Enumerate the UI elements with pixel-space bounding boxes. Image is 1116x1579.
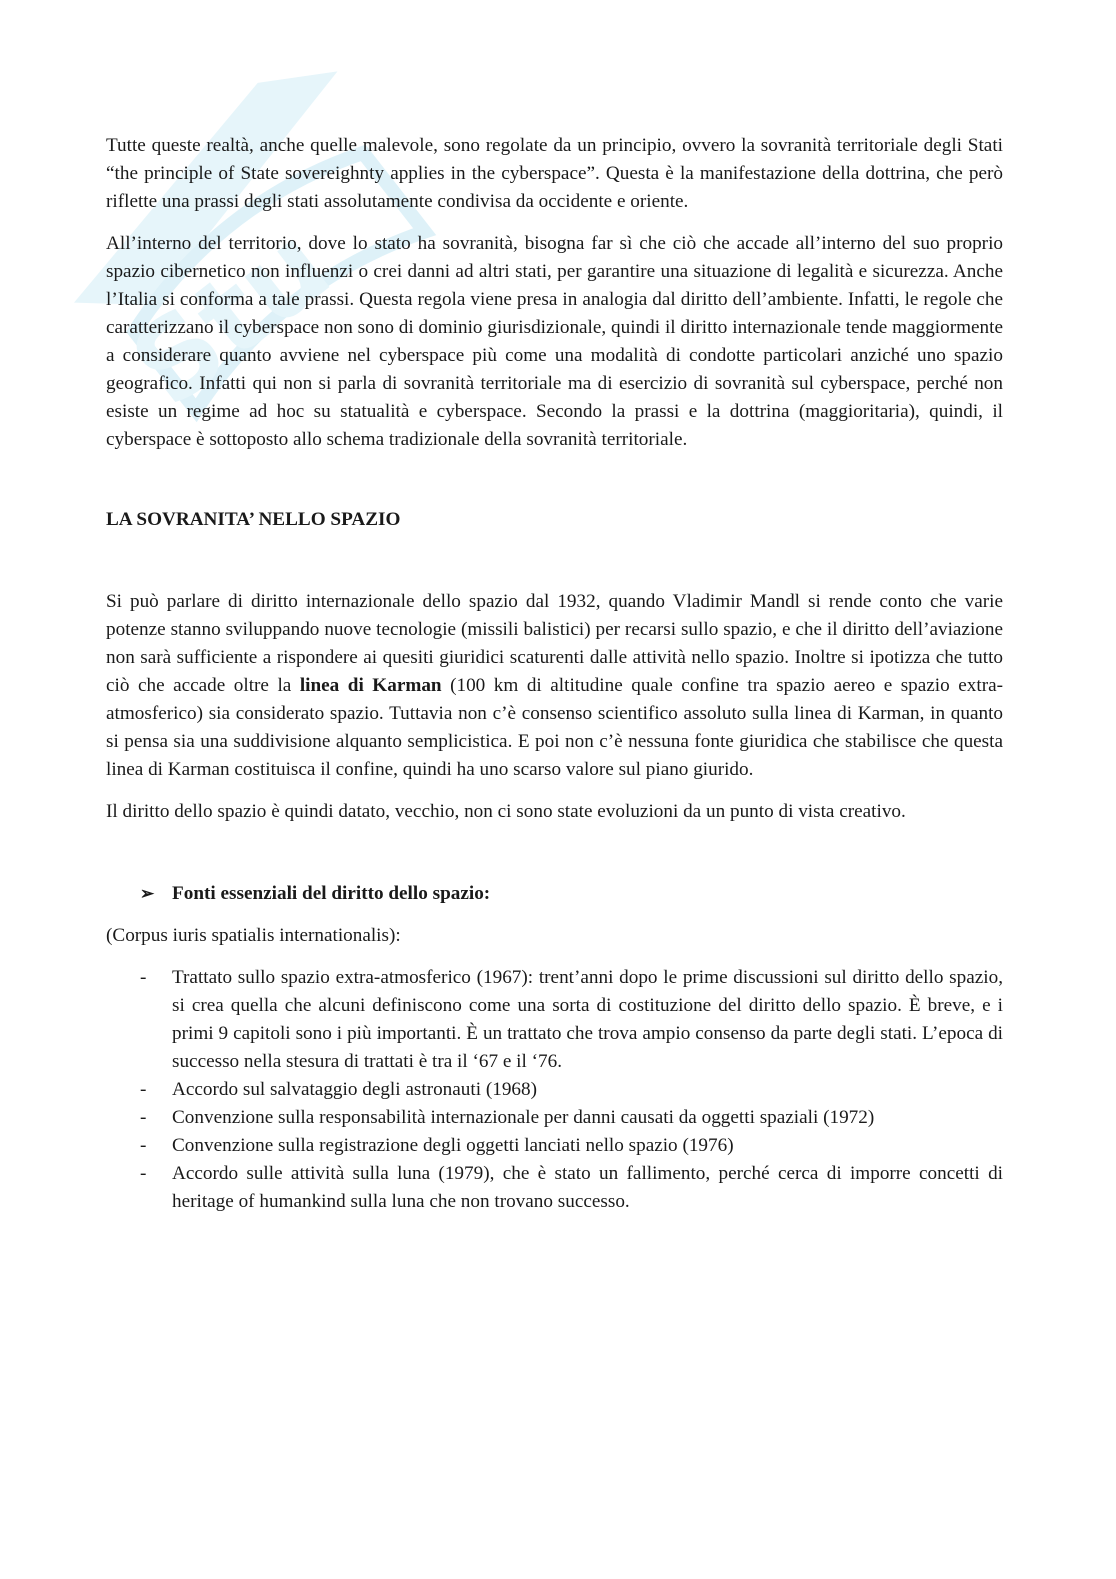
- paragraph-cyberspace-territory: All’interno del territorio, dove lo stato ha sovranità, bisogna far sì che ciò che accade all’interno del suo proprio spazio cibernetico non influenzi o crei danni ad altri stati, per garantire una situazione di legalità e sicurezza. Anche l’Italia si conforma a tale prassi. Questa regola viene presa in analogia dal diritto dell’ambiente. Infatti, le regole che caratterizzano il cyberspace non sono di dominio giurisdizionale, quindi il diritto internazionale tende maggiormente a considerare quanto avviene nel cyberspace più come una modalità di condotte particolari anziché uno spazio geografico. Infatti qui non si parla di sovranità territoriale ma di esercizio di sovranità sul cyberspace, perché non esiste un regime ad hoc su statualità e cyberspace. Secondo la prassi e la dottrina (maggioritaria), quindi, il cyberspace è sottoposto allo schema tradizionale della sovranità territoriale.: [106, 233, 1003, 450]
- dash-bullet: -: [140, 1135, 147, 1156]
- list-item-text: Trattato sullo spazio extra-atmosferico (1967): trent’anni dopo le prime discussioni sul diritto dello spazio, si crea quella che alcuni definiscono come una sorta di costituzione del diritto dello spazio. È breve, e i primi 9 capitoli sono i più importanti. È un trattato che trova ampio consenso da parte degli stati. L’epoca di successo nella stesura di trattati è tra il ‘67 e il ‘76.: [172, 967, 1003, 1072]
- list-item-text: Accordo sul salvataggio degli astronauti (1968): [172, 1079, 538, 1100]
- paragraph-space-law-text-1: Si può parlare di diritto internazionale dello spazio dal 1932, quando Vladimir Mandl si rende conto che varie potenze stanno sviluppando nuove tecnologie (missili balistici) per recarsi sullo spazio, e che il diritto dell’aviazione non sarà sufficiente a rispondere ai quesiti giuridici scaturenti dalle attività nello spazio. Inoltre si ipotizza che tutto ciò che accade oltre la: [106, 591, 1003, 696]
- document-page: [106, 132, 1003, 1216]
- karman-line-term: linea di Karman: [299, 675, 442, 696]
- list-item: [106, 964, 1003, 1076]
- paragraph-space-law-text-2: (100 km di altitudine quale confine tra spazio aereo e spazio extra-atmosferico) sia considerato spazio. Tuttavia non c’è consenso scientifico assoluto sulla linea di Karman, in quanto si pensa sia una suddivisione alquanto semplicistica. E poi non c’è nessuna fonte giuridica che stabilisce che questa linea di Karman costituisca il confine, quindi ha uno scarso valore sul piano giurido.: [106, 675, 1003, 780]
- list-item: [106, 1160, 1003, 1216]
- list-item-text: Convenzione sulla registrazione degli oggetti lanciati nello spazio (1976): [172, 1135, 734, 1156]
- sources-title-text: Fonti essenziali del diritto dello spazio:: [172, 883, 491, 904]
- dash-bullet: -: [140, 967, 147, 988]
- list-item-text: Convenzione sulla responsabilità internazionale per danni causati da oggetti spaziali (1972): [172, 1107, 875, 1128]
- dash-bullet: -: [140, 1079, 147, 1100]
- list-item-text: Accordo sulle attività sulla luna (1979), che è stato un fallimento, perché cerca di imporre concetti di heritage of humankind sulla luna che non trovano successo.: [172, 1163, 1003, 1212]
- list-item: [106, 1076, 1003, 1104]
- dash-bullet: -: [140, 1107, 147, 1128]
- paragraph-sovereignty-principle: Tutte queste realtà, anche quelle malevole, sono regolate da un principio, ovvero la sovranità territoriale degli Stati “the principle of State sovereighnty applies in the cyberspace”. Questa è la manifestazione della dottrina, che però riflette una prassi degli stati assolutamente condivisa da occidente e oriente.: [106, 135, 1003, 212]
- arrow-bullet-icon: ➢: [140, 884, 155, 903]
- svg-text:Stu: Stu: [108, 200, 353, 432]
- sources-section-title: [106, 880, 1003, 908]
- list-item: [106, 1132, 1003, 1160]
- paragraph-space-law-history: [106, 588, 1003, 784]
- corpus-iuris-label: (Corpus iuris spatialis internationalis):: [106, 925, 401, 946]
- list-item: [106, 1104, 1003, 1132]
- paragraph-space-law-dated: Il diritto dello spazio è quindi datato, vecchio, non ci sono state evoluzioni da un punto di vista creativo.: [106, 801, 906, 822]
- sources-list: [106, 964, 1003, 1216]
- dash-bullet: -: [140, 1163, 147, 1184]
- section-heading-space-sovereignty: LA SOVRANITA’ NELLO SPAZIO: [106, 509, 401, 530]
